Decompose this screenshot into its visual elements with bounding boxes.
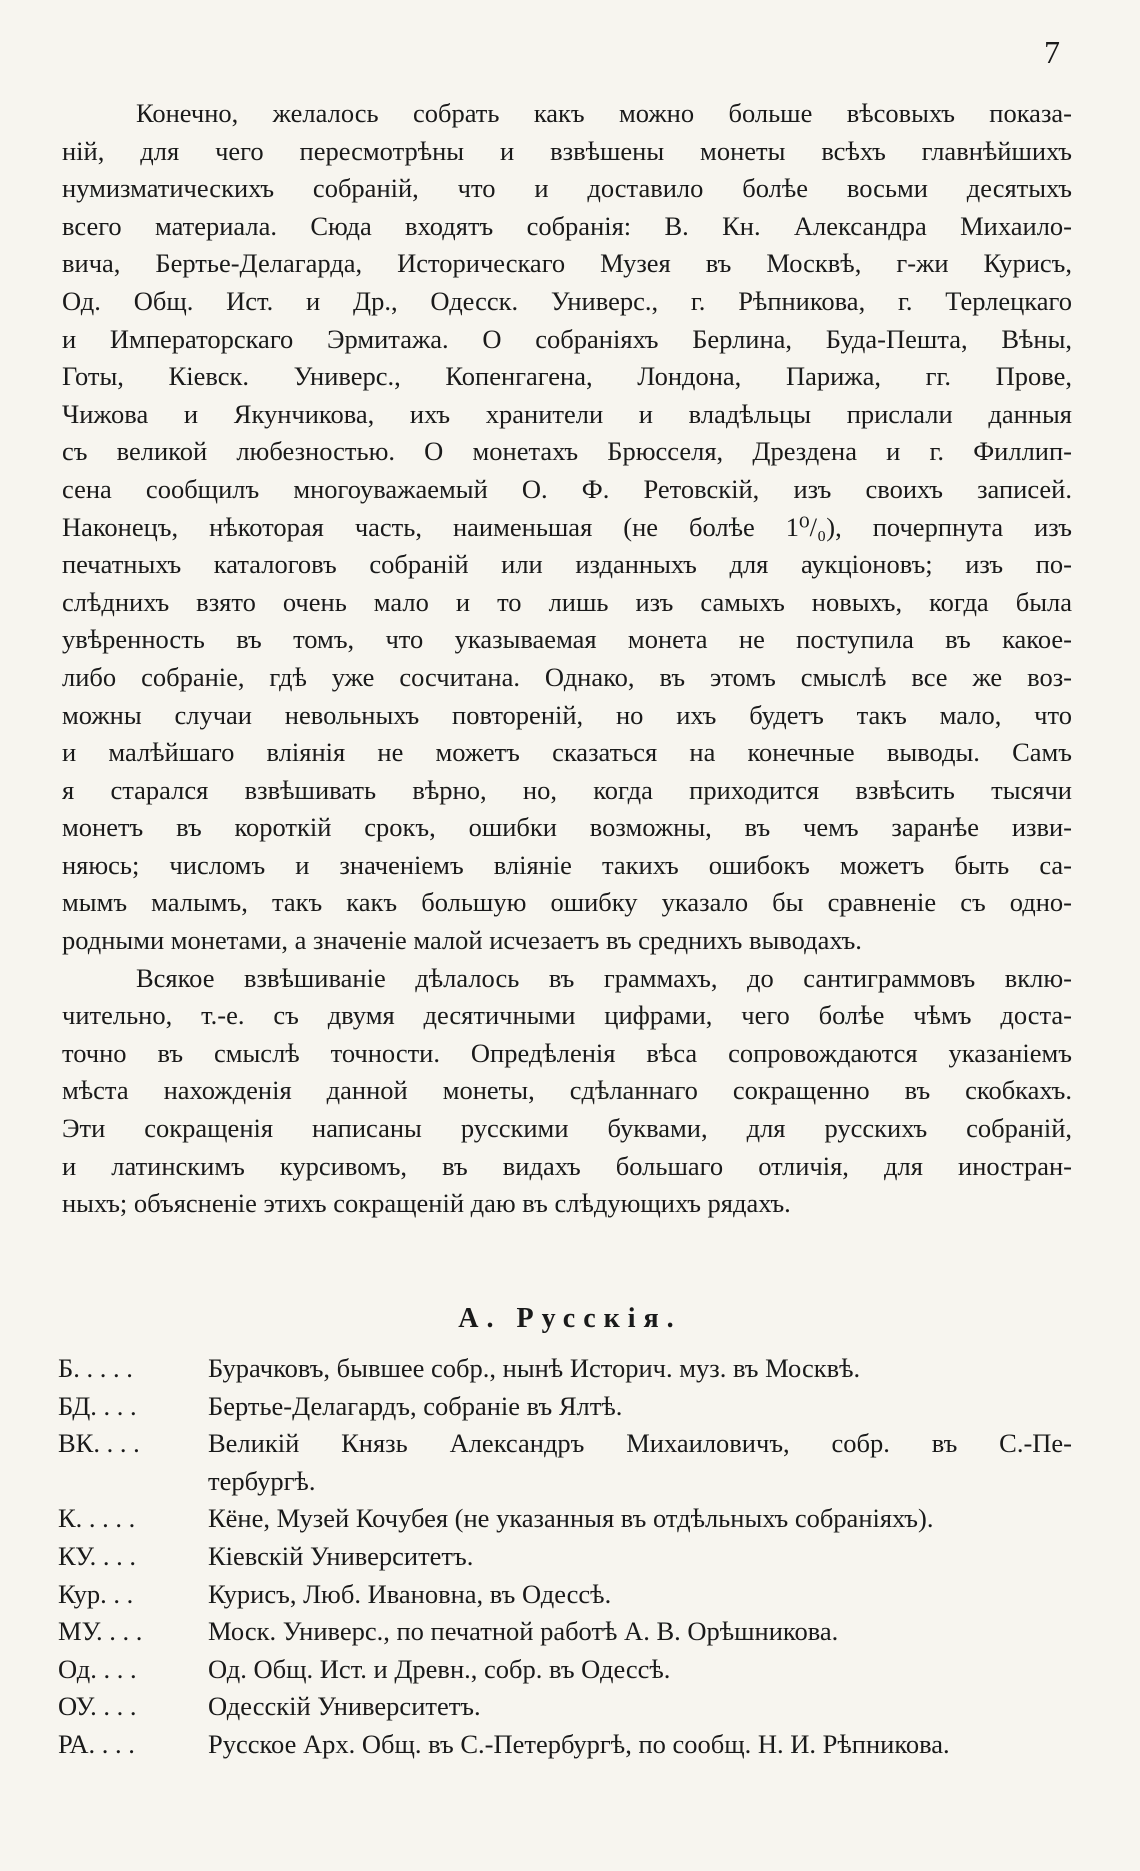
text-line: и малѣйшаго вліянія не можетъ сказаться на конечные выводы. Самъ <box>62 737 1072 768</box>
abbreviation-list <box>58 1350 1072 1764</box>
text-line: всего материала. Сюда входятъ собранія: В. Кн. Александра Михаило- <box>62 210 1072 241</box>
text-line: Наконецъ, нѣкоторая часть, наименьшая (не болѣе 1⁰/₀), почерпнута изъ <box>62 511 1072 542</box>
abbreviation-key: Од. . . . <box>58 1653 137 1684</box>
text-line: печатныхъ каталоговъ собраній или изданныхъ для аукціоновъ; изъ по- <box>62 549 1072 580</box>
abbreviation-desc: Моск. Универс., по печатной работѣ А. В. Орѣшникова. <box>208 1616 839 1647</box>
text-line: Всякое взвѣшиваніе дѣлалось въ граммахъ, до сантиграммовъ вклю- <box>136 962 1072 993</box>
abbreviation-row <box>58 1538 1072 1576</box>
abbreviation-key: КУ. . . . <box>58 1540 136 1571</box>
text-line: чительно, т.-е. съ двумя десятичными цифрами, чего болѣе чѣмъ доста- <box>62 1000 1072 1031</box>
text-line: мѣста нахожденія данной монеты, сдѣланнаго сокращенно въ скобкахъ. <box>62 1075 1072 1106</box>
abbreviation-row <box>58 1613 1072 1651</box>
abbreviation-key: БД. . . . <box>58 1390 137 1421</box>
text-line: либо собраніе, гдѣ уже сосчитана. Однако, въ этомъ смыслѣ все же воз- <box>62 661 1072 692</box>
text-line: Конечно, желалось собрать какъ можно больше вѣсовыхъ показа- <box>136 98 1072 128</box>
abbreviation-desc: Великій Князь Александръ Михаиловичъ, собр. въ С.-Пе- <box>208 1428 1072 1459</box>
text-line: Эти сокращенія написаны русскими буквами, для русскихъ собраній, <box>62 1113 1072 1144</box>
text-line: Готы, Кіевск. Универс., Копенгагена, Лондона, Парижа, гг. Прове, <box>62 361 1072 392</box>
abbreviation-row <box>58 1388 1072 1426</box>
abbreviation-desc: Русское Арх. Общ. въ С.-Петербургѣ, по сообщ. Н. И. Рѣпникова. <box>208 1728 950 1759</box>
text-line: Од. Общ. Ист. и Др., Одесск. Универс., г. Рѣпникова, г. Терлецкаго <box>62 285 1072 316</box>
text-line: няюсь; числомъ и значеніемъ вліяніе такихъ ошибокъ можетъ быть са- <box>62 849 1072 880</box>
abbreviation-key: Б. . . . . <box>58 1353 133 1383</box>
text-line: точно въ смыслѣ точности. Опредѣленія вѣса сопровождаются указаніемъ <box>62 1037 1072 1068</box>
abbreviation-desc: Одесскій Университетъ. <box>208 1691 481 1722</box>
abbreviation-desc: Курисъ, Люб. Ивановна, въ Одессѣ. <box>208 1578 612 1609</box>
abbreviation-row <box>58 1726 1072 1764</box>
text-line: и латинскимъ курсивомъ, въ видахъ большаго отличія, для иностран- <box>62 1150 1072 1181</box>
text-line: слѣднихъ взято очень мало и то лишь изъ самыхъ новыхъ, когда была <box>62 586 1072 617</box>
text-line: съ великой любезностью. О монетахъ Брюсселя, Дрездена и г. Филлип- <box>62 436 1072 467</box>
text-line: Чижова и Якунчикова, ихъ хранители и владѣльцы прислали данныя <box>62 398 1072 429</box>
abbreviation-row <box>58 1688 1072 1726</box>
text-line: вича, Бертье-Делагарда, Историческаго Музея въ Москвѣ, г-жи Курисъ, <box>62 248 1072 279</box>
abbreviation-desc: Од. Общ. Ист. и Древн., собр. въ Одессѣ. <box>208 1653 671 1684</box>
abbreviation-desc: Кіевскій Университетъ. <box>208 1540 474 1571</box>
text-line: нумизматическихъ собраній, что и доставило болѣе восьми десятыхъ <box>62 173 1072 204</box>
text-line: ній, для чего пересмотрѣны и взвѣшены монеты всѣхъ главнѣйшихъ <box>62 135 1072 166</box>
abbreviation-key: ВК. . . . <box>58 1428 140 1459</box>
abbreviation-key: Кур. . . <box>58 1578 134 1609</box>
text-line: увѣренность въ томъ, что указываемая монета не поступила въ какое- <box>62 624 1072 655</box>
abbreviation-row <box>58 1500 1072 1538</box>
text-line: и Императорскаго Эрмитажа. О собраніяхъ Берлина, Буда-Пешта, Вѣны, <box>62 323 1072 354</box>
abbreviation-desc: Кёне, Музей Кочубея (не указанныя въ отдѣльныхъ собраніяхъ). <box>208 1503 934 1534</box>
section-title: А. Русскія. <box>458 1303 682 1334</box>
text-line: ныхъ; объясненіе этихъ сокращеній даю въ слѣдующихъ рядахъ. <box>62 1188 791 1219</box>
abbreviation-key: ОУ. . . . <box>58 1691 137 1722</box>
abbreviation-row <box>58 1576 1072 1614</box>
abbreviation-row <box>58 1350 1072 1388</box>
paragraph <box>62 960 1072 1223</box>
abbreviation-key: РА. . . . <box>58 1728 135 1759</box>
abbreviation-key: МУ. . . . <box>58 1616 143 1647</box>
abbreviation-row <box>58 1651 1072 1689</box>
text-line: мымъ малымъ, такъ какъ большую ошибку указало бы сравненіе съ одно- <box>62 887 1072 918</box>
text-line: можны случаи невольныхъ повтореній, но ихъ будетъ такъ мало, что <box>62 699 1072 730</box>
body-text <box>62 95 1072 1223</box>
page-number: 7 <box>1044 34 1060 70</box>
text-line: сена сообщилъ многоуважаемый О. Ф. Ретовскій, изъ своихъ записей. <box>62 473 1072 504</box>
text-line: я старался взвѣшивать вѣрно, но, когда приходится взвѣсить тысячи <box>62 774 1072 805</box>
abbreviation-desc: тербургѣ. <box>208 1465 316 1496</box>
abbreviation-desc: Бертье-Делагардъ, собраніе въ Ялтѣ. <box>208 1390 623 1421</box>
text-line: родными монетами, а значеніе малой исчезаетъ въ среднихъ выводахъ. <box>62 925 862 956</box>
text-line: монетъ въ короткій срокъ, ошибки возможны, въ чемъ заранѣе изви- <box>62 812 1072 843</box>
abbreviation-key: К. . . . . <box>58 1503 136 1534</box>
abbreviation-row <box>58 1425 1072 1500</box>
paragraph <box>62 95 1072 960</box>
abbreviation-desc: Бурачковъ, бывшее собр., нынѣ Историч. муз. въ Москвѣ. <box>208 1353 861 1383</box>
